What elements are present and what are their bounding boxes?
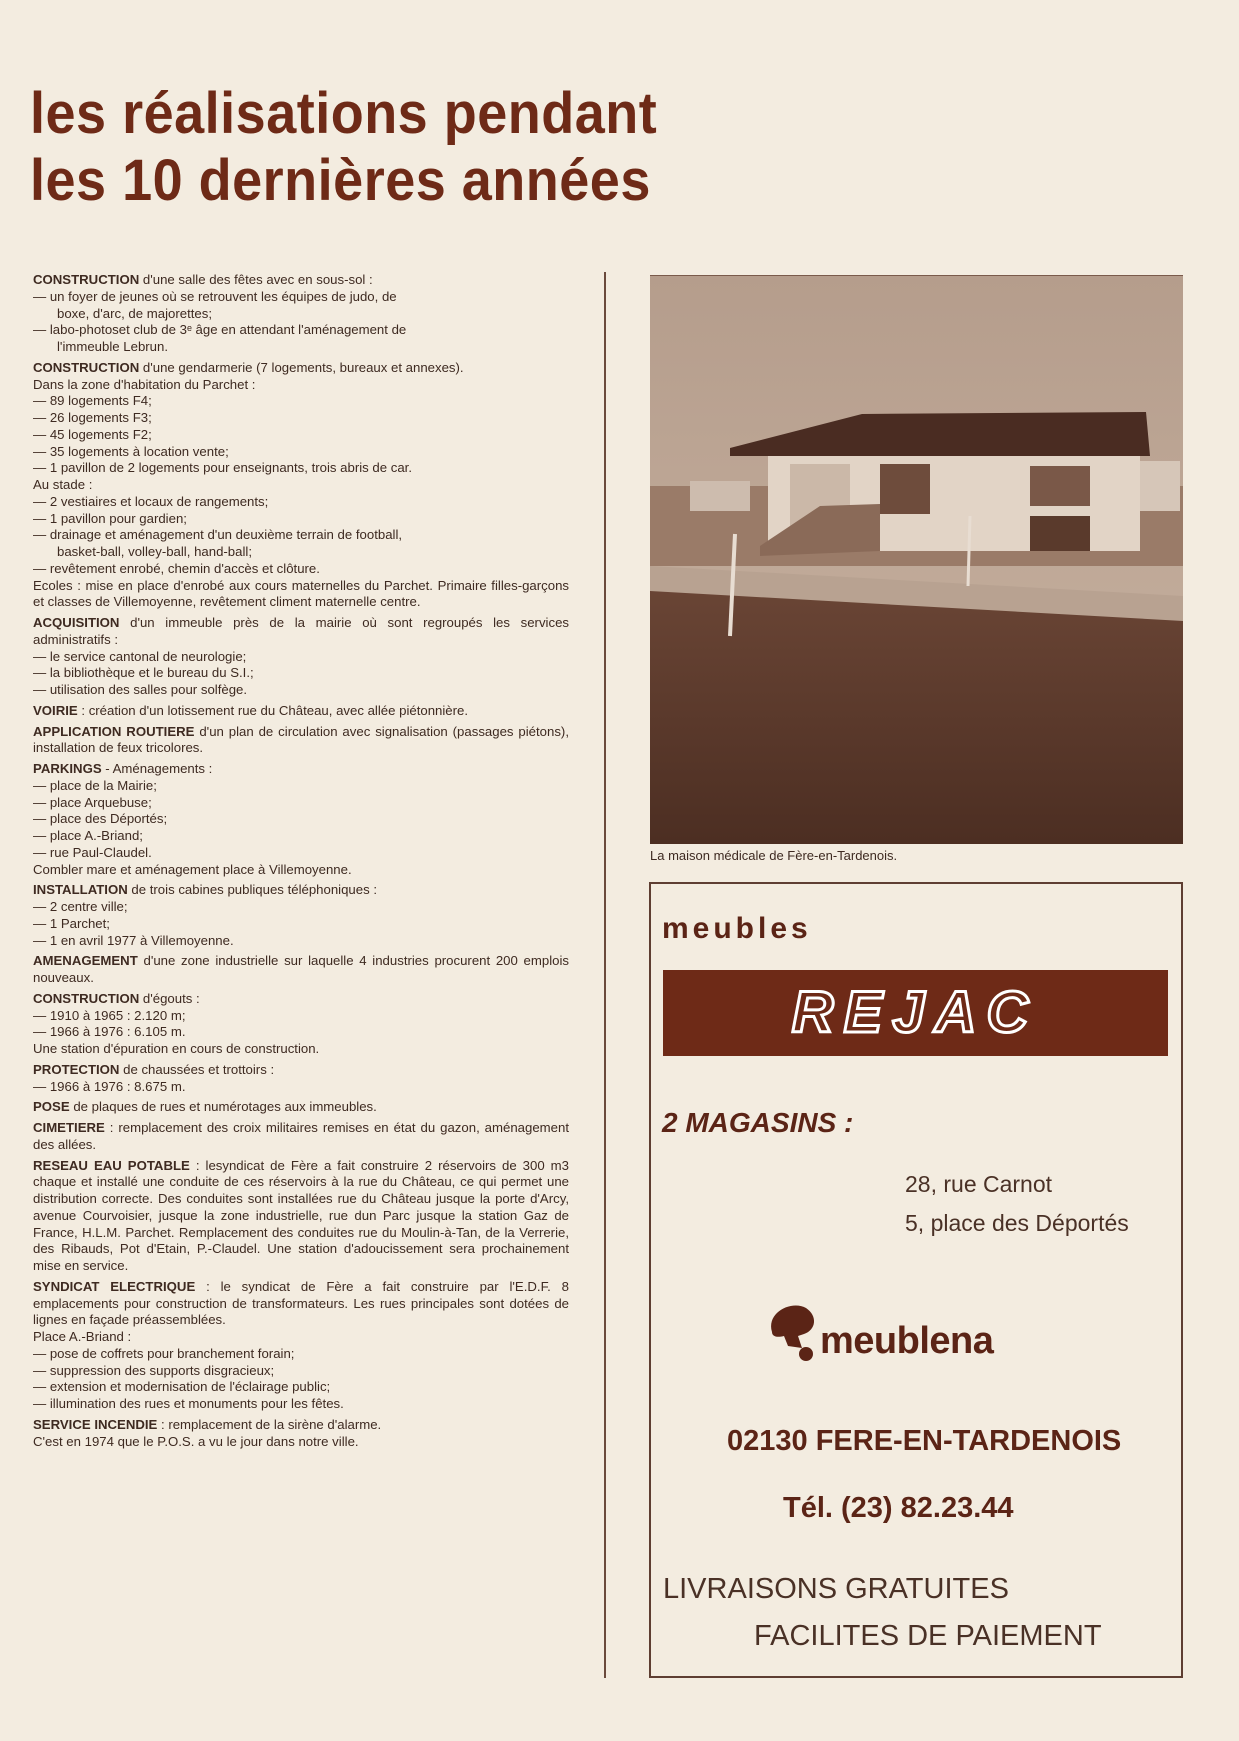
para-protection [33, 1062, 569, 1096]
list-item: — le service cantonal de neurologie; [33, 648, 247, 664]
para-service-incendie [33, 1417, 569, 1451]
para-text: d'une zone industrielle sur laquelle 4 industries procurent 200 emplois nouveaux. [33, 953, 569, 985]
list-item: — extension et modernisation de l'éclairage public; [33, 1379, 331, 1395]
list-item: boxe, d'arc, de majorettes; [57, 305, 212, 321]
para-text: : création d'un lotissement rue du Château, avec allée piétonnière. [77, 702, 469, 718]
keyword: SERVICE INCENDIE [33, 1416, 158, 1432]
achievements-column [33, 272, 569, 1454]
list-item: — revêtement enrobé, chemin d'accès et clôture. [33, 560, 320, 576]
list-item: Combler mare et aménagement place à Villemoyenne. [33, 861, 352, 877]
list-item: Ecoles : mise en place d'enrobé aux cours maternelles du Parchet. Primaire filles-garçons et classes de Villemoyenne, revêtement climent maternelle centre. [33, 577, 569, 610]
list-item: — 1966 à 1976 : 8.675 m. [33, 1078, 186, 1094]
para-text: : lesyndicat de Fère a fait construire 2 réservoirs de 300 m3 chaque et installé une conduite de ces réservoirs à la rue du Château, ce qui permet une distribution correcte. Des conduites sont installées rue du Château jusque la porte d'Arcy, avenue Courvoisier, jusque la zone industrielle, rue dun Parc jusque la station Gaz de France, H.L.M. Parchet. Remplacement des conduites rue du Moulin-à-Tan, de la Verrerie, des Ribauds, Pot d'Etain, P.-Claudel. Une station d'adoucissement sera prochainement mise en service. [33, 1157, 569, 1273]
para-text: : remplacement des croix militaires remises en état du gazon, aménagement des allées. [33, 1120, 569, 1152]
list-item: C'est en 1974 que le P.O.S. a vu le jour dans notre ville. [33, 1433, 359, 1449]
title-line-2: les 10 dernières années [30, 148, 651, 213]
keyword: VOIRIE [33, 702, 78, 718]
meublena-text: meublena [820, 1320, 994, 1362]
list-item: — 2 vestiaires et locaux de rangements; [33, 493, 269, 509]
para-text: d'une salle des fêtes avec en sous-sol : [139, 272, 373, 287]
ad-livraisons: LIVRAISONS GRATUITES [663, 1573, 1009, 1605]
para-parkings [33, 761, 569, 878]
ad-address-1: 28, rue Carnot [905, 1171, 1053, 1197]
keyword: POSE [33, 1099, 70, 1115]
photo-maison-medicale [650, 275, 1183, 844]
keyword: CONSTRUCTION [33, 990, 140, 1006]
para-text: - Aménagements : [101, 761, 213, 776]
ad-facilites: FACILITES DE PAIEMENT [754, 1620, 1102, 1652]
list-item: — place de la Mairie; [33, 777, 157, 793]
ad-magasins: 2 MAGASINS : [662, 1107, 854, 1138]
keyword: PROTECTION [33, 1061, 120, 1077]
building-photo [650, 276, 1183, 844]
para-construction-salle [33, 272, 569, 356]
para-gendarmerie [33, 360, 569, 611]
para-text: de plaques de rues et numérotages aux immeubles. [69, 1099, 377, 1115]
para-text: : le syndicat de Fère a fait construire par l'E.D.F. 8 emplacements pour construction de transformateurs. Les rues principales sont dotées de lignes en façade préassemblées. [33, 1278, 569, 1328]
para-installation [33, 882, 569, 949]
list-item: — 1 pavillon de 2 logements pour enseignants, trois abris de car. [33, 460, 412, 476]
list-item: — place Arquebuse; [33, 794, 152, 810]
para-application-routiere [33, 724, 569, 758]
para-text: de chaussées et trottoirs : [119, 1061, 275, 1077]
para-text: d'un plan de circulation avec signalisation (passages piétons), installation de feux tricolores. [33, 723, 569, 756]
keyword: PARKINGS [33, 761, 102, 776]
para-text: d'un immeuble près de la mairie où sont regroupés les services administratifs : [33, 615, 569, 647]
list-item: — 1 Parchet; [33, 915, 110, 931]
list-item: basket-ball, volley-ball, hand-ball; [57, 544, 252, 559]
para-syndicat-electrique [33, 1279, 569, 1413]
para-egouts [33, 991, 569, 1058]
list-item: Une station d'épuration en cours de construction. [33, 1041, 320, 1056]
para-voirie [33, 703, 569, 720]
list-item: — 1910 à 1965 : 2.120 m; [33, 1007, 186, 1023]
keyword: SYNDICAT ELECTRIQUE [33, 1278, 196, 1294]
list-item: — suppression des supports disgracieux; [33, 1362, 275, 1378]
keyword: AMENAGEMENT [33, 953, 138, 969]
page-title [30, 80, 830, 214]
list-item: — pose de coffrets pour branchement forain; [33, 1345, 295, 1361]
para-text: d'une gendarmerie (7 logements, bureaux et annexes). [139, 359, 464, 375]
list-item: l'immeuble Lebrun. [57, 339, 169, 354]
list-item: — illumination des rues et monuments pour les fêtes. [33, 1396, 344, 1411]
list-item: — 1 en avril 1977 à Villemoyenne. [33, 932, 234, 948]
keyword: INSTALLATION [33, 882, 128, 898]
list-item: — 89 logements F4; [33, 393, 152, 409]
meublena-icon [758, 1298, 828, 1368]
para-text: : remplacement de la sirène d'alarme. [157, 1416, 382, 1432]
para-amenagement [33, 953, 569, 987]
keyword: CONSTRUCTION [33, 359, 140, 375]
list-item: — 2 centre ville; [33, 899, 128, 914]
para-cimetiere [33, 1120, 569, 1154]
list-item: — 45 logements F2; [33, 426, 152, 442]
para-text: de trois cabines publiques téléphoniques : [127, 882, 378, 898]
list-item: — un foyer de jeunes où se retrouvent les équipes de judo, de [33, 288, 397, 304]
ad-city: 02130 FERE-EN-TARDENOIS [727, 1425, 1122, 1457]
keyword: CONSTRUCTION [33, 272, 140, 287]
list-item: — 1 pavillon pour gardien; [33, 510, 187, 526]
list-item: — 26 logements F3; [33, 410, 152, 425]
list-item: — 1966 à 1976 : 6.105 m. [33, 1024, 186, 1040]
keyword: APPLICATION ROUTIERE [33, 723, 195, 739]
ad-telephone: Tél. (23) 82.23.44 [783, 1492, 1014, 1524]
keyword: CIMETIERE [33, 1120, 105, 1135]
ad-address-2: 5, place des Déportés [905, 1210, 1129, 1236]
list-item: — 35 logements à location vente; [33, 443, 229, 459]
list-item: — labo-photoset club de 3ᵉ âge en attendant l'aménagement de [33, 322, 407, 338]
rejac-text: REJAC [791, 980, 1039, 1045]
para-reseau-eau [33, 1158, 569, 1275]
para-text: d'égouts : [139, 990, 200, 1006]
keyword: RESEAU EAU POTABLE [33, 1157, 190, 1173]
para-pose [33, 1099, 569, 1116]
photo-caption: La maison médicale de Fère-en-Tardenois. [650, 848, 898, 863]
list-item: — rue Paul-Claudel. [33, 844, 152, 860]
list-item: — place des Déportés; [33, 811, 168, 827]
rejac-wordmark [663, 970, 1168, 1056]
column-divider [604, 272, 606, 1678]
ad-meubles-label: meubles [662, 912, 812, 945]
list-item: — utilisation des salles pour solfège. [33, 682, 248, 697]
para-acquisition [33, 615, 569, 699]
list-item: — drainage et aménagement d'un deuxième terrain de football, [33, 527, 403, 543]
list-item: Au stade : [33, 477, 93, 492]
list-item: — place A.-Briand; [33, 828, 143, 843]
list-item: — la bibliothèque et le bureau du S.I.; [33, 665, 254, 681]
list-item: Place A.-Briand : [33, 1329, 132, 1344]
rejac-logo [663, 970, 1168, 1056]
list-item: Dans la zone d'habitation du Parchet : [33, 376, 256, 392]
title-line-1: les réalisations pendant [30, 81, 658, 146]
keyword: ACQUISITION [33, 615, 120, 630]
